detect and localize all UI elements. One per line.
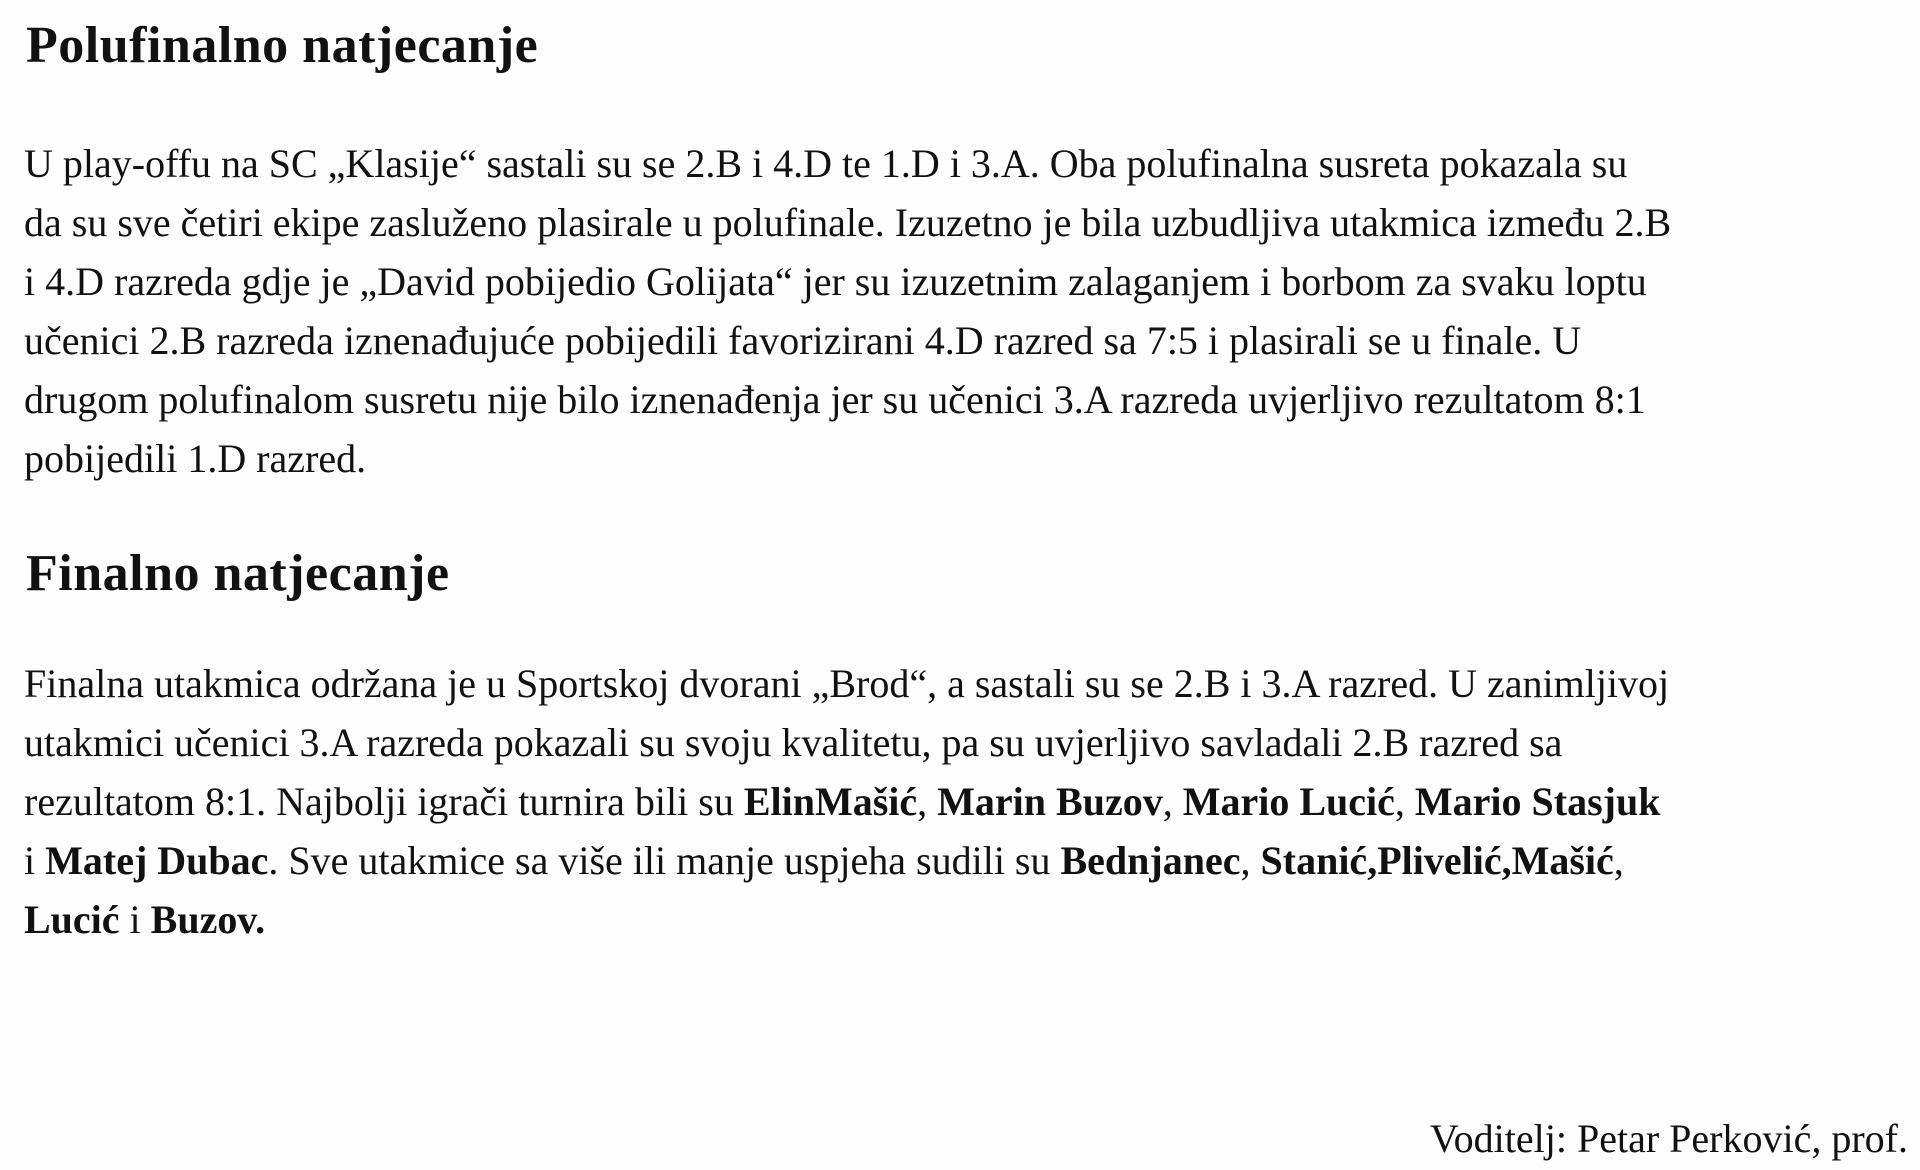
- inline-text: rezultatom 8:1. Najbolji igrači turnira bili su: [24, 779, 744, 824]
- text-line: učenici 2.B razreda iznenađujuće pobijedili favorizirani 4.D razred sa 7:5 i plasirali se u finale. U: [24, 318, 1582, 363]
- player-name: Matej Dubac: [45, 838, 269, 883]
- text-line: Finalna utakmica održana je u Sportskoj dvorani „Brod“, a sastali su se 2.B i 3.A razred. U zanimljivoj: [24, 661, 1670, 706]
- text-line: U play-offu na SC „Klasije“ sastali su se 2.B i 4.D te 1.D i 3.A. Oba polufinalna susreta pokazala su: [24, 141, 1628, 186]
- separator: ,: [1613, 838, 1624, 883]
- text-line-referees: [24, 831, 1904, 890]
- referee-name: Stanić: [1260, 838, 1368, 883]
- text-line: utakmici učenici 3.A razreda pokazali su svoju kvalitetu, pa su uvjerljivo savladali 2.B razred sa: [24, 720, 1563, 765]
- inline-text: . Sve utakmice sa više ili manje uspjeha sudili su: [268, 838, 1061, 883]
- player-name: Mario Lucić: [1182, 779, 1395, 824]
- player-name: Mario Stasjuk: [1414, 779, 1661, 824]
- referee-name: Lucić: [24, 897, 120, 942]
- paragraph-final: [24, 654, 1904, 949]
- text-line-best-players: [24, 772, 1904, 831]
- text-line: drugom polufinalom susretu nije bilo iznenađenja jer su učenici 3.A razreda uvjerljivo rezultatom 8:1: [24, 377, 1646, 422]
- separator: ,: [1367, 838, 1378, 883]
- referee-name: Mašić: [1511, 838, 1614, 883]
- separator: ,: [1501, 838, 1512, 883]
- signature: Voditelj: Petar Perković, prof.: [1429, 1116, 1908, 1161]
- player-name: Marin Buzov: [937, 779, 1163, 824]
- separator: ,: [917, 779, 938, 824]
- heading-final: Finalno natjecanje: [26, 545, 450, 602]
- heading-semifinal: Polufinalno natjecanje: [26, 17, 539, 74]
- text-line: i 4.D razreda gdje je „David pobijedio Golijata“ jer su izuzetnim zalaganjem i borbom za svaku loptu: [24, 259, 1647, 304]
- separator: ,: [1162, 779, 1183, 824]
- separator: ,: [1240, 838, 1261, 883]
- referee-name: Plivelić: [1377, 838, 1502, 883]
- separator: i: [24, 838, 46, 883]
- referee-name: Bednjanec: [1060, 838, 1241, 883]
- separator: ,: [1394, 779, 1415, 824]
- text-line: pobijedili 1.D razred.: [24, 436, 367, 481]
- text-line: da su sve četiri ekipe zasluženo plasirale u polufinale. Izuzetno je bila uzbudljiva utakmica između 2.B: [24, 200, 1672, 245]
- paragraph-semifinal: [24, 134, 1904, 488]
- referee-name: Buzov.: [150, 897, 266, 942]
- text-line: [24, 890, 1904, 949]
- player-name: ElinMašić: [743, 779, 918, 824]
- separator: i: [119, 897, 151, 942]
